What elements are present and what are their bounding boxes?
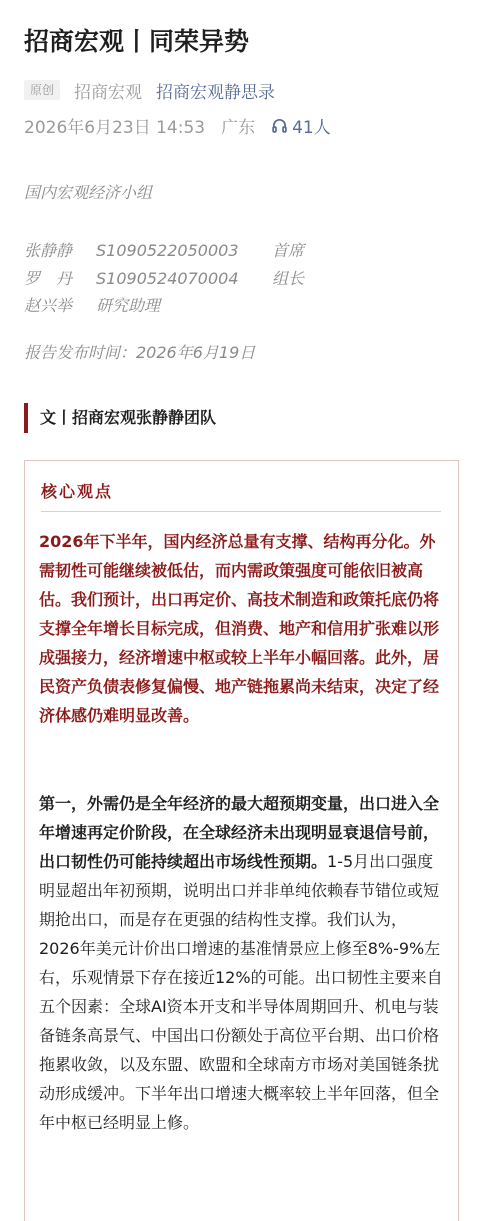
original-badge: 原创 (24, 80, 60, 100)
listener-count: 41人 (292, 117, 331, 138)
headphones-icon (271, 117, 288, 134)
member-role: 组长 (272, 269, 305, 288)
publish-datetime: 2026年6月23日 14:53 (24, 117, 206, 138)
source-name: 招商宏观 (74, 82, 143, 103)
location: 广东 (221, 117, 256, 138)
member-name: 赵兴举 (24, 296, 73, 315)
team-member-row (24, 294, 160, 318)
article-info-row (24, 113, 331, 137)
member-id: S1090522050003 (96, 241, 239, 260)
member-id: 研究助理 (96, 296, 161, 315)
byline: 文丨招商宏观张静静团队 (24, 403, 216, 433)
core-view-heading: 核心观点 (41, 482, 114, 501)
member-id: S1090524070004 (96, 269, 239, 288)
group-name: 国内宏观经济小组 (24, 183, 153, 202)
team-member-row (24, 239, 304, 263)
heading-divider (41, 511, 441, 512)
member-role: 首席 (272, 241, 305, 260)
listen-button[interactable] (271, 113, 331, 138)
article-meta-row (24, 78, 275, 102)
member-name: 罗 丹 (24, 269, 73, 288)
article-title: 招商宏观丨同荣异势 (24, 27, 250, 56)
team-member-row (24, 267, 304, 291)
member-name: 张静静 (24, 241, 73, 260)
report-date: 报告发布时间：2026年6月19日 (24, 343, 256, 362)
core-view-box (24, 460, 459, 1221)
account-link[interactable]: 招商宏观静思录 (156, 82, 276, 103)
first-point (39, 789, 443, 1137)
core-summary: 2026年下半年，国内经济总量有支撑、结构再分化。外需韧性可能继续被低估，而内需政策强度可能依旧被高估。我们预计，出口再定价、高技术制造和政策托底仍将支撑全年增长目标完成，但消费、地产和信用扩张难以形成强接力，经济增速中枢或较上半年小幅回落。此外，居民资产负债表修复偏慢、地产链拖累尚未结束，决定了经济体感仍难明显改善。 (39, 532, 440, 725)
first-point-body: 1-5月出口强度明显超出年初预期，说明出口并非单纯依赖春节错位或短期抢出口，而是存在更强的结构性支撑。我们认为，2026年美元计价出口增速的基准情景应上修至8%-9%左右，乐观情景下存在接近12%的可能。出口韧性主要来自五个因素：全球AI资本开支和半导体周期回升、机电与装备链条高景气、中国出口份额处于高位平台期、出口价格拖累收敛，以及东盟、欧盟和全球南方市场对美国链条扰动形成缓冲。下半年出口增速大概率较上半年回落，但全年中枢已经明显上修。 (39, 852, 443, 1132)
first-point-lead: 第一，外需仍是全年经济的最大超预期变量，出口进入全年增速再定价阶段，在全球经济未出现明显衰退信号前，出口韧性仍可能持续超出市场线性预期。 (39, 794, 440, 871)
